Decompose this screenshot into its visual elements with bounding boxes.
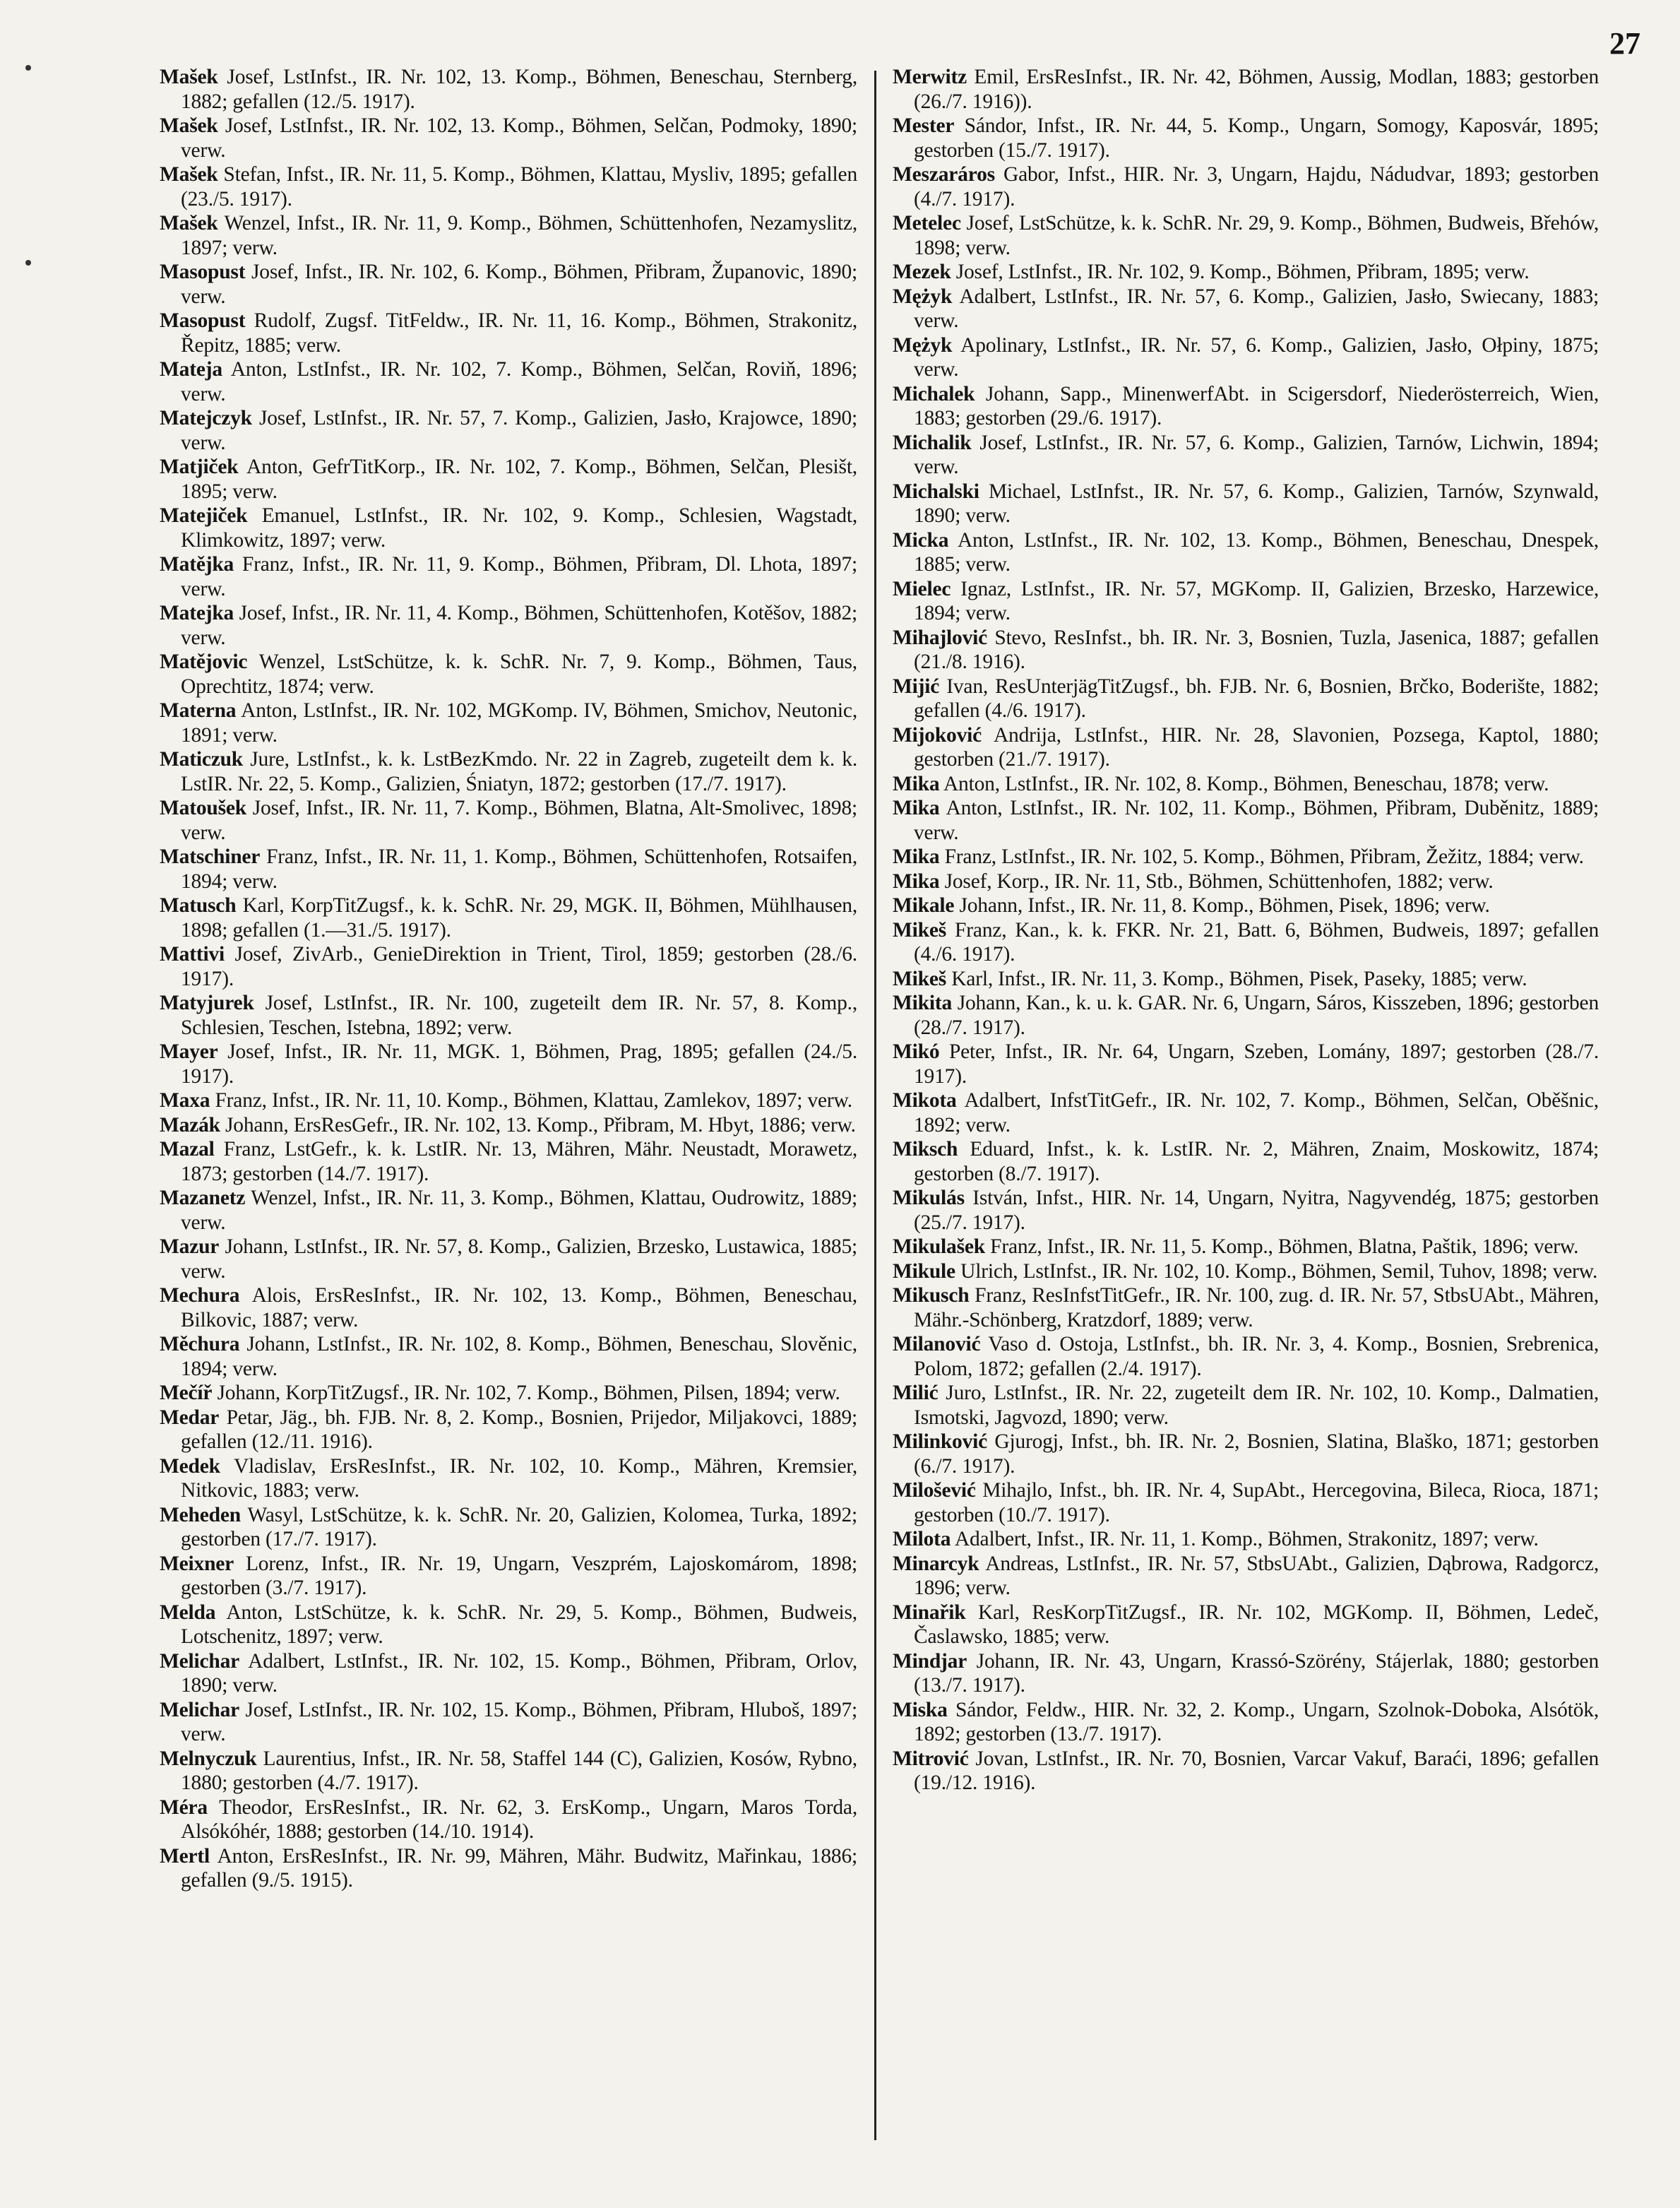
entry-surname: Milinković xyxy=(893,1430,988,1453)
entry-surname: Matyjurek xyxy=(160,992,254,1014)
entry-details: Peter, Infst., IR. Nr. 64, Ungarn, Szeben, Lomány, 1897; gestorben (28./7. 1917). xyxy=(914,1040,1599,1088)
entry-surname: Matjiček xyxy=(160,456,239,478)
entry-details: Emanuel, LstInfst., IR. Nr. 102, 9. Komp., Schlesien, Wagstadt, Klimkowitz, 1897; verw. xyxy=(181,504,857,552)
entry-surname: Mielec xyxy=(893,577,951,600)
entry-details: Josef, ZivArb., GenieDirektion in Trient, Tirol, 1859; gestorben (28./6. 1917). xyxy=(181,943,857,990)
roster-entry xyxy=(160,699,857,747)
entry-surname: Michalik xyxy=(893,431,972,454)
entry-details: Franz, Infst., IR. Nr. 11, 1. Komp., Böhmen, Schüttenhofen, Rotsaifen, 1894; verw. xyxy=(181,845,857,893)
entry-surname: Milanović xyxy=(893,1333,981,1355)
entry-details: Sándor, Feldw., HIR. Nr. 32, 2. Komp., Ungarn, Szolnok-Doboka, Alsótök, 1892; gestorben (13./7. 1917). xyxy=(914,1698,1599,1745)
roster-entry xyxy=(160,455,857,504)
entry-surname: Mikale xyxy=(893,894,955,917)
page-number: 27 xyxy=(1609,26,1640,61)
roster-entry xyxy=(893,1040,1599,1088)
entry-details: Gjurogj, Infst., bh. IR. Nr. 2, Bosnien, Slatina, Blaško, 1871; gestorben (6./7. 1917). xyxy=(914,1430,1599,1478)
entry-details: Rudolf, Zugsf. TitFeldw., IR. Nr. 11, 16. Komp., Böhmen, Strakonitz, Řepitz, 1885; verw. xyxy=(181,309,857,357)
entry-details: Vaso d. Ostoja, LstInfst., bh. IR. Nr. 3, 4. Komp., Bosnien, Srebrenica, Polom, 1872; gefallen (2./4. 1917). xyxy=(914,1333,1599,1380)
entry-surname: Mašek xyxy=(160,66,218,88)
roster-entry xyxy=(893,1186,1599,1235)
entry-surname: Mężyk xyxy=(893,333,953,357)
entry-details: Alois, ErsResInfst., IR. Nr. 102, 13. Komp., Böhmen, Beneschau, Bilkovic, 1887; verw. xyxy=(181,1284,857,1331)
roster-entry xyxy=(893,1527,1599,1552)
roster-entry xyxy=(160,1332,857,1381)
entry-details: Juro, LstInfst., IR. Nr. 22, zugeteilt dem IR. Nr. 102, 10. Komp., Dalmatien, Ismotski, Jagvozd, 1890; verw. xyxy=(914,1382,1599,1429)
roster-entry xyxy=(160,1552,857,1601)
entry-surname: Milota xyxy=(893,1528,951,1550)
entry-details: Josef, LstInfst., IR. Nr. 102, 15. Komp., Böhmen, Přibram, Hluboš, 1897; verw. xyxy=(181,1698,857,1745)
entry-details: Adalbert, InfstTitGefr., IR. Nr. 102, 7. Komp., Böhmen, Selčan, Oběšnic, 1892; verw. xyxy=(914,1089,1599,1136)
entry-surname: Mattivi xyxy=(160,943,225,966)
entry-details: Ulrich, LstInfst., IR. Nr. 102, 10. Komp., Böhmen, Semil, Tuhov, 1898; verw. xyxy=(955,1259,1598,1283)
entry-surname: Merwitz xyxy=(893,66,967,88)
entry-surname: Mateja xyxy=(160,358,222,381)
entry-surname: Mika xyxy=(893,869,940,893)
entry-surname: Medek xyxy=(160,1454,220,1478)
entry-surname: Matějka xyxy=(160,553,234,576)
entry-surname: Méra xyxy=(160,1796,208,1819)
entry-surname: Milić xyxy=(893,1382,939,1404)
entry-details: Anton, LstInfst., IR. Nr. 102, 11. Komp., Böhmen, Přibram, Duběnitz, 1889; verw. xyxy=(914,797,1599,844)
entry-surname: Mechura xyxy=(160,1284,240,1307)
roster-entry xyxy=(160,1844,857,1893)
roster-entry xyxy=(160,1186,857,1235)
roster-entry xyxy=(160,1381,857,1406)
entry-surname: Mazal xyxy=(160,1138,215,1161)
entry-details: Jure, LstInfst., k. k. LstBezKmdo. Nr. 22 in Zagreb, zugeteilt dem k. k. LstIR. Nr. 22, 5. Komp., Galizien, Śniatyn, 1872; gestorben (17./7. 1917). xyxy=(181,748,857,795)
entry-surname: Mašek xyxy=(160,114,218,137)
roster-entry xyxy=(160,504,857,552)
entry-details: Johann, IR. Nr. 43, Ungarn, Krassó-Szörény, Stájerlak, 1880; gestorben (13./7. 1917). xyxy=(914,1649,1599,1697)
roster-entry xyxy=(160,1796,857,1844)
roster-entry xyxy=(160,601,857,650)
entry-details: Anton, ErsResInfst., IR. Nr. 99, Mähren, Mähr. Budwitz, Mařinkau, 1886; gefallen (9./5. 1915). xyxy=(181,1844,857,1892)
punch-mark xyxy=(25,65,31,71)
entry-details: Karl, KorpTitZugsf., k. k. SchR. Nr. 29, MGK. II, Böhmen, Mühlhausen, 1898; gefallen (1.—31./5. 1917). xyxy=(181,894,857,942)
roster-entry xyxy=(893,1747,1599,1796)
roster-entry xyxy=(893,333,1599,382)
entry-surname: Melichar xyxy=(160,1649,240,1673)
roster-entry xyxy=(893,675,1599,723)
entry-surname: Mertl xyxy=(160,1844,210,1868)
roster-entry xyxy=(160,1283,857,1332)
entry-details: Johann, LstInfst., IR. Nr. 57, 8. Komp., Galizien, Brzesko, Lustawica, 1885; verw. xyxy=(181,1235,857,1283)
entry-surname: Materna xyxy=(160,699,237,722)
entry-details: Franz, LstInfst., IR. Nr. 102, 5. Komp., Böhmen, Přibram, Žežitz, 1884; verw. xyxy=(939,845,1584,868)
entry-surname: Matusch xyxy=(160,894,237,917)
roster-entry xyxy=(893,1381,1599,1430)
entry-surname: Michalek xyxy=(893,382,975,405)
entry-details: Andrija, LstInfst., HIR. Nr. 28, Slavonien, Pozsega, Kaptol, 1880; gestorben (21./7. 1917). xyxy=(914,723,1599,771)
entry-surname: Mikule xyxy=(893,1259,955,1283)
entry-details: Michael, LstInfst., IR. Nr. 57, 6. Komp., Galizien, Tarnów, Szynwald, 1890; verw. xyxy=(914,480,1599,527)
column-divider xyxy=(874,71,876,2140)
roster-entry xyxy=(893,869,1599,894)
entry-surname: Michalski xyxy=(893,480,979,503)
roster-entry xyxy=(893,1430,1599,1478)
entry-details: Wenzel, LstSchütze, k. k. SchR. Nr. 7, 9. Komp., Böhmen, Taus, Oprechtitz, 1874; verw. xyxy=(181,651,857,698)
roster-entry xyxy=(893,1259,1599,1284)
entry-details: Franz, Infst., IR. Nr. 11, 10. Komp., Böhmen, Klattau, Zamlekov, 1897; verw. xyxy=(210,1089,852,1112)
entry-surname: Matejka xyxy=(160,602,234,624)
entry-surname: Mayer xyxy=(160,1040,218,1063)
roster-entry xyxy=(893,626,1599,675)
roster-entry xyxy=(893,1478,1599,1527)
entry-surname: Měchura xyxy=(160,1333,240,1355)
entry-surname: Matschiner xyxy=(160,845,261,868)
entry-details: Karl, ResKorpTitZugsf., IR. Nr. 102, MGKomp. II, Böhmen, Ledeč, Časlawsko, 1885; verw. xyxy=(914,1601,1599,1648)
roster-entry xyxy=(160,1698,857,1747)
entry-details: Adalbert, LstInfst., IR. Nr. 102, 15. Komp., Böhmen, Přibram, Orlov, 1890; verw. xyxy=(181,1649,857,1697)
roster-entry xyxy=(893,918,1599,967)
roster-entry xyxy=(893,991,1599,1040)
entry-surname: Mężyk xyxy=(893,285,953,308)
entry-details: Johann, LstInfst., IR. Nr. 102, 8. Komp., Böhmen, Beneschau, Slověnic, 1894; verw. xyxy=(181,1333,857,1380)
entry-surname: Melichar xyxy=(160,1698,240,1721)
roster-entry xyxy=(893,1552,1599,1601)
entry-surname: Mikulašek xyxy=(893,1235,985,1258)
roster-entry xyxy=(893,723,1599,772)
entry-details: Ignaz, LstInfst., IR. Nr. 57, MGKomp. II, Galizien, Brzesko, Harzewice, 1894; verw. xyxy=(914,577,1599,624)
roster-entry xyxy=(893,211,1599,260)
roster-entry xyxy=(893,1649,1599,1698)
roster-entry xyxy=(160,260,857,309)
entry-details: István, Infst., HIR. Nr. 14, Ungarn, Nyitra, Nagyvendég, 1875; gestorben (25./7. 1917). xyxy=(914,1187,1599,1234)
entry-surname: Matejczyk xyxy=(160,407,252,429)
roster-entry xyxy=(160,1649,857,1698)
roster-entry xyxy=(893,382,1599,431)
entry-details: Johann, KorpTitZugsf., IR. Nr. 102, 7. Komp., Böhmen, Pilsen, 1894; verw. xyxy=(212,1382,840,1404)
roster-entry xyxy=(893,796,1599,845)
entry-details: Theodor, ErsResInfst., IR. Nr. 62, 3. ErsKomp., Ungarn, Maros Torda, Alsókóhér, 1888; gestorben (14./10. 1914). xyxy=(181,1796,857,1843)
roster-entry xyxy=(160,1137,857,1186)
entry-details: Johann, ErsResGefr., IR. Nr. 102, 13. Komp., Přibram, M. Hbyt, 1886; verw. xyxy=(220,1113,856,1136)
punch-mark xyxy=(25,260,31,266)
roster-entry xyxy=(893,431,1599,480)
entry-surname: Miksch xyxy=(893,1138,958,1161)
entry-surname: Mikó xyxy=(893,1040,940,1063)
entry-surname: Maxa xyxy=(160,1089,210,1112)
entry-surname: Mihajlović xyxy=(893,626,988,649)
entry-surname: Mašek xyxy=(160,163,218,186)
entry-details: Anton, LstInfst., IR. Nr. 102, 13. Komp., Böhmen, Beneschau, Dnespek, 1885; verw. xyxy=(914,528,1599,576)
entry-surname: Masopust xyxy=(160,261,246,283)
entry-details: Wasyl, LstSchütze, k. k. SchR. Nr. 20, Galizien, Kolomea, Turka, 1892; gestorben (17./7. 1917). xyxy=(181,1503,857,1550)
roster-entry xyxy=(893,162,1599,211)
roster-entry xyxy=(893,845,1599,869)
roster-entry xyxy=(160,309,857,357)
roster-entry xyxy=(893,65,1599,114)
entry-details: Sándor, Infst., IR. Nr. 44, 5. Komp., Ungarn, Somogy, Kaposvár, 1895; gestorben (15./7. 1917). xyxy=(914,114,1599,162)
entry-surname: Mikeš xyxy=(893,918,947,942)
entry-details: Anton, LstInfst., IR. Nr. 102, 8. Komp., Böhmen, Beneschau, 1878; verw. xyxy=(939,772,1549,795)
entry-surname: Minarcyk xyxy=(893,1552,979,1575)
roster-entry xyxy=(893,528,1599,577)
entry-surname: Miska xyxy=(893,1698,948,1721)
entry-details: Adalbert, Infst., IR. Nr. 11, 1. Komp., Böhmen, Strakonitz, 1897; verw. xyxy=(951,1528,1539,1550)
roster-entry xyxy=(160,1747,857,1796)
entry-details: Anton, GefrTitKorp., IR. Nr. 102, 7. Komp., Böhmen, Selčan, Plesišt, 1895; verw. xyxy=(181,456,857,503)
entry-details: Stevo, ResInfst., bh. IR. Nr. 3, Bosnien, Tuzla, Jasenica, 1887; gefallen (21./8. 1916). xyxy=(914,626,1599,673)
entry-surname: Micka xyxy=(893,528,949,552)
roster-entry xyxy=(893,967,1599,992)
entry-details: Josef, Infst., IR. Nr. 11, MGK. 1, Böhmen, Prag, 1895; gefallen (24./5. 1917). xyxy=(181,1040,857,1088)
entry-surname: Melnyczuk xyxy=(160,1747,257,1770)
entry-details: Lorenz, Infst., IR. Nr. 19, Ungarn, Veszprém, Lajoskomárom, 1898; gestorben (3./7. 1917). xyxy=(181,1552,857,1599)
entry-details: Anton, LstInfst., IR. Nr. 102, 7. Komp., Böhmen, Selčan, Roviň, 1896; verw. xyxy=(181,358,857,405)
roster-entry xyxy=(893,114,1599,162)
entry-surname: Mikeš xyxy=(893,967,947,990)
entry-surname: Mikita xyxy=(893,992,953,1014)
roster-entry xyxy=(160,747,857,796)
roster-entry xyxy=(893,480,1599,528)
entry-surname: Mitrović xyxy=(893,1747,969,1770)
entry-surname: Meheden xyxy=(160,1503,241,1526)
entry-details: Andreas, LstInfst., IR. Nr. 57, StbsUAbt., Galizien, Dąbrowa, Radgorcz, 1896; verw. xyxy=(914,1552,1599,1599)
entry-details: Anton, LstInfst., IR. Nr. 102, MGKomp. IV, Böhmen, Smichov, Neutonic, 1891; verw. xyxy=(181,699,857,747)
entry-surname: Melda xyxy=(160,1601,216,1624)
roster-entry xyxy=(160,1040,857,1088)
roster-entry xyxy=(893,1088,1599,1137)
entry-surname: Mezek xyxy=(893,261,951,283)
roster-entry xyxy=(160,894,857,942)
entry-surname: Meixner xyxy=(160,1552,234,1575)
roster-entry xyxy=(160,406,857,455)
roster-entry xyxy=(893,894,1599,918)
entry-surname: Metelec xyxy=(893,212,961,235)
roster-entry xyxy=(160,796,857,845)
entry-details: Josef, Infst., IR. Nr. 11, 4. Komp., Böhmen, Schüttenhofen, Kotěšov, 1882; verw. xyxy=(181,602,857,649)
entry-details: Josef, Infst., IR. Nr. 11, 7. Komp., Böhmen, Blatna, Alt-Smolivec, 1898; verw. xyxy=(181,797,857,844)
entry-details: Vladislav, ErsResInfst., IR. Nr. 102, 10. Komp., Mähren, Kremsier, Nitkovic, 1883; verw. xyxy=(181,1454,857,1502)
entry-details: Apolinary, LstInfst., IR. Nr. 57, 6. Komp., Galizien, Jasło, Ołpiny, 1875; verw. xyxy=(914,333,1599,381)
entry-surname: Masopust xyxy=(160,309,246,332)
entry-surname: Mester xyxy=(893,114,955,137)
roster-entry xyxy=(160,114,857,162)
roster-entry xyxy=(893,1698,1599,1747)
roster-entry xyxy=(160,845,857,894)
entry-surname: Matoušek xyxy=(160,797,246,819)
entry-surname: Matějovic xyxy=(160,651,248,673)
entry-surname: Mika xyxy=(893,797,940,819)
roster-entry xyxy=(160,1088,857,1113)
entry-details: Emil, ErsResInfst., IR. Nr. 42, Böhmen, Aussig, Modlan, 1883; gestorben (26./7. 1916)). xyxy=(914,66,1599,113)
entry-details: Petar, Jäg., bh. FJB. Nr. 8, 2. Komp., Bosnien, Prijedor, Miljakovci, 1889; gefallen (12./11. 1916). xyxy=(181,1406,857,1453)
entry-details: Jovan, LstInfst., IR. Nr. 70, Bosnien, Varcar Vakuf, Baraći, 1896; gefallen (19./12. 1916). xyxy=(914,1747,1599,1794)
entry-surname: Mikusch xyxy=(893,1284,970,1307)
roster-entry xyxy=(160,991,857,1040)
roster-entry xyxy=(160,211,857,260)
entry-surname: Mijoković xyxy=(893,723,982,747)
entry-details: Franz, Infst., IR. Nr. 11, 5. Komp., Böhmen, Blatna, Paštik, 1896; verw. xyxy=(984,1235,1579,1258)
roster-entry xyxy=(893,285,1599,333)
roster-entry xyxy=(160,1503,857,1552)
entry-details: Laurentius, Infst., IR. Nr. 58, Staffel 144 (C), Galizien, Kosów, Rybno, 1880; gestorben (4./7. 1917). xyxy=(181,1747,857,1794)
entry-details: Franz, LstGefr., k. k. LstIR. Nr. 13, Mähren, Mähr. Neustadt, Morawetz, 1873; gestorben (14./7. 1917). xyxy=(181,1138,857,1185)
entry-surname: Mika xyxy=(893,772,940,795)
entry-details: Josef, LstInfst., IR. Nr. 57, 6. Komp., Galizien, Tarnów, Lichwin, 1894; verw. xyxy=(914,431,1599,478)
entry-surname: Mašek xyxy=(160,212,218,235)
roster-entry xyxy=(160,942,857,991)
entry-surname: Mindjar xyxy=(893,1649,967,1673)
roster-entry xyxy=(160,65,857,114)
roster-entry xyxy=(893,260,1599,285)
entry-details: Josef, LstSchütze, k. k. SchR. Nr. 29, 9. Komp., Böhmen, Budweis, Břehów, 1898; verw. xyxy=(914,212,1599,259)
entry-details: Karl, Infst., IR. Nr. 11, 3. Komp., Böhmen, Pisek, Paseky, 1885; verw. xyxy=(946,967,1527,990)
right-column xyxy=(893,65,1599,1796)
entry-surname: Maticzuk xyxy=(160,748,244,771)
roster-entry xyxy=(160,1406,857,1454)
entry-surname: Meszaráros xyxy=(893,163,995,186)
entry-surname: Matejiček xyxy=(160,504,248,527)
entry-surname: Mazák xyxy=(160,1113,220,1136)
roster-entry xyxy=(160,1113,857,1138)
entry-details: Eduard, Infst., k. k. LstIR. Nr. 2, Mähren, Znaim, Moskowitz, 1874; gestorben (8./7. 1917). xyxy=(914,1138,1599,1185)
left-column xyxy=(160,65,857,1893)
entry-details: Franz, Infst., IR. Nr. 11, 9. Komp., Böhmen, Přibram, Dl. Lhota, 1897; verw. xyxy=(181,553,857,600)
entry-details: Wenzel, Infst., IR. Nr. 11, 9. Komp., Böhmen, Schüttenhofen, Nezamyslitz, 1897; verw. xyxy=(181,212,857,259)
entry-details: Johann, Sapp., MinenwerfAbt. in Scigersdorf, Niederösterreich, Wien, 1883; gestorben (29./6. 1917). xyxy=(914,382,1599,429)
entry-details: Josef, LstInfst., IR. Nr. 57, 7. Komp., Galizien, Jasło, Krajowce, 1890; verw. xyxy=(181,407,857,454)
entry-surname: Mečíř xyxy=(160,1382,213,1404)
roster-entry xyxy=(893,1235,1599,1259)
entry-details: Josef, LstInfst., IR. Nr. 102, 9. Komp., Böhmen, Přibram, 1895; verw. xyxy=(951,261,1530,283)
entry-details: Josef, Korp., IR. Nr. 11, Stb., Böhmen, Schüttenhofen, 1882; verw. xyxy=(939,869,1494,893)
entry-surname: Mikota xyxy=(893,1089,957,1112)
roster-entry xyxy=(160,650,857,699)
entry-details: Stefan, Infst., IR. Nr. 11, 5. Komp., Böhmen, Klattau, Mysliv, 1895; gefallen (23./5. 1917). xyxy=(181,163,857,210)
entry-details: Mihajlo, Infst., bh. IR. Nr. 4, SupAbt., Hercegovina, Bileca, Rioca, 1871; gestorben (10./7. 1917). xyxy=(914,1479,1599,1526)
roster-entry xyxy=(893,1332,1599,1381)
roster-entry xyxy=(893,1283,1599,1332)
entry-surname: Mazanetz xyxy=(160,1187,246,1209)
roster-entry xyxy=(160,162,857,211)
roster-entry xyxy=(160,1235,857,1283)
entry-details: Franz, ResInfstTitGefr., IR. Nr. 100, zug. d. IR. Nr. 57, StbsUAbt., Mähren, Mähr.-Schönberg, Kratzdorf, 1889; verw. xyxy=(914,1284,1599,1331)
roster-entry xyxy=(893,772,1599,797)
roster-entry xyxy=(160,357,857,406)
entry-surname: Milošević xyxy=(893,1479,976,1502)
entry-details: Josef, LstInfst., IR. Nr. 102, 13. Komp., Böhmen, Selčan, Podmoky, 1890; verw. xyxy=(181,114,857,162)
entry-details: Johann, Kan., k. u. k. GAR. Nr. 6, Ungarn, Sáros, Kisszeben, 1896; gestorben (28./7. 1917). xyxy=(914,992,1599,1039)
entry-details: Josef, Infst., IR. Nr. 102, 6. Komp., Böhmen, Přibram, Županovic, 1890; verw. xyxy=(181,261,857,308)
entry-surname: Mikulás xyxy=(893,1187,965,1209)
roster-entry xyxy=(160,552,857,601)
entry-details: Josef, LstInfst., IR. Nr. 102, 13. Komp., Böhmen, Beneschau, Sternberg, 1882; gefallen (12./5. 1917). xyxy=(181,66,857,113)
entry-surname: Minařik xyxy=(893,1601,966,1624)
roster-entry xyxy=(160,1454,857,1503)
entry-details: Ivan, ResUnterjägTitZugsf., bh. FJB. Nr. 6, Bosnien, Brčko, Boderište, 1882; gefallen (4./6. 1917). xyxy=(914,675,1599,722)
entry-surname: Mika xyxy=(893,845,940,868)
roster-entry xyxy=(160,1601,857,1649)
entry-surname: Mijić xyxy=(893,675,940,698)
entry-details: Wenzel, Infst., IR. Nr. 11, 3. Komp., Böhmen, Klattau, Oudrowitz, 1889; verw. xyxy=(181,1187,857,1234)
roster-entry xyxy=(893,577,1599,626)
entry-surname: Medar xyxy=(160,1406,220,1429)
entry-details: Gabor, Infst., HIR. Nr. 3, Ungarn, Hajdu, Nádudvar, 1893; gestorben (4./7. 1917). xyxy=(914,163,1599,210)
entry-details: Franz, Kan., k. k. FKR. Nr. 21, Batt. 6, Böhmen, Budweis, 1897; gefallen (4./6. 1917). xyxy=(914,918,1599,966)
roster-entry xyxy=(893,1601,1599,1649)
entry-details: Anton, LstSchütze, k. k. SchR. Nr. 29, 5. Komp., Böhmen, Budweis, Lotschenitz, 1897; verw. xyxy=(181,1601,857,1648)
entry-surname: Mazur xyxy=(160,1235,220,1258)
entry-details: Adalbert, LstInfst., IR. Nr. 57, 6. Komp., Galizien, Jasło, Swiecany, 1883; verw. xyxy=(914,285,1599,332)
entry-details: Johann, Infst., IR. Nr. 11, 8. Komp., Böhmen, Pisek, 1896; verw. xyxy=(954,894,1490,917)
roster-entry xyxy=(893,1137,1599,1186)
entry-details: Josef, LstInfst., IR. Nr. 100, zugeteilt dem IR. Nr. 57, 8. Komp., Schlesien, Teschen, Istebna, 1892; verw. xyxy=(181,992,857,1039)
